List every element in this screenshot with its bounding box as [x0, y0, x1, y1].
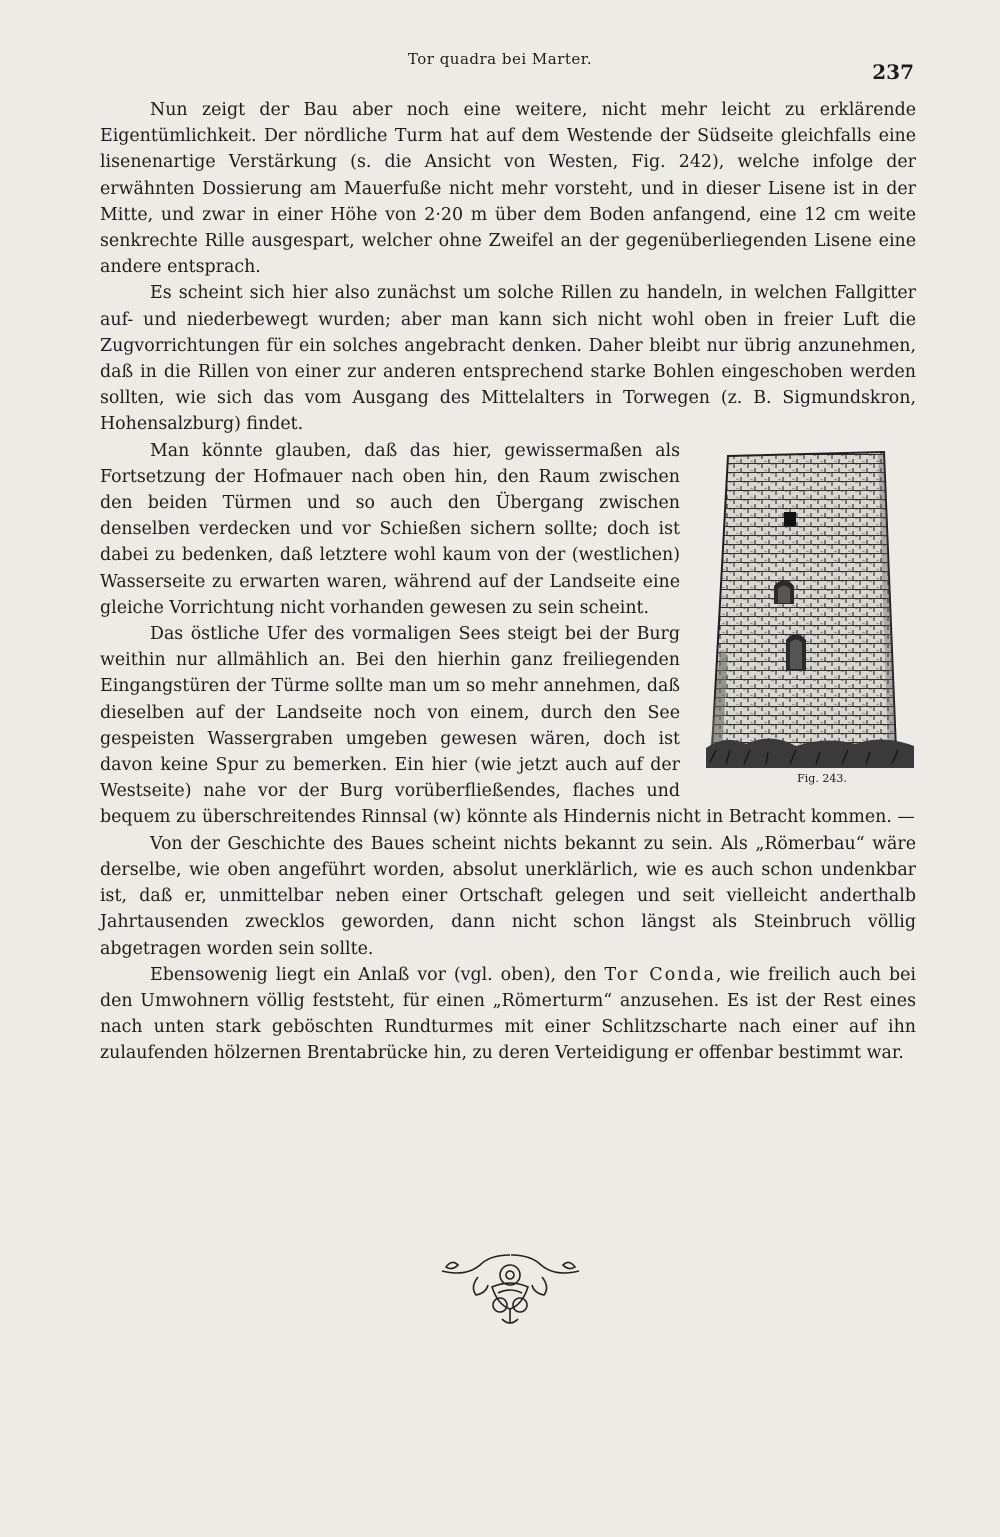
paragraph-6-end: , wie freilich auch bei den Umwohnern völlig feststeht, für einen „Römerturm“ anzusehen. Es ist der Rest eines nach unten stark geböschten Rundturmes mit einer Schlitzscharte nach einer auf ihn zulaufenden hölzernen Brentabrücke hin, zu deren Verteidigung er offenbar bestimmt war.: [100, 964, 916, 1064]
running-title: Tor quadra bei Marter.: [407, 50, 593, 68]
paragraph-5: Von der Geschichte des Baues scheint nichts bekannt zu sein. Als „Römerbau“ wäre derselbe, wie oben angeführt worden, absolut unerklärlich, wie es auch schon undenkbar ist, daß er, unmittelbar neben einer Ortschaft gelegen und seit vielleicht anderthalb Jahrtausenden zwecklos geworden, dann nicht schon längst als Steinbruch völlig abgetragen worden sein sollte.: [100, 833, 916, 959]
paragraph-1: Nun zeigt der Bau aber noch eine weitere, nicht mehr leicht zu erklärende Eigentümlichkeit. Der nördliche Turm hat auf dem Westende der Südseite gleichfalls eine lisenenartige Verstärkung (s. die Ansicht von Westen, Fig. 242), welche infolge der erwähnten Dossierung am Mauerfuße nicht mehr vorsteht, und in dieser Lisene ist in der Mitte, und zwar in einer Höhe von 2·20 m über dem Boden anfangend, eine 12 cm weite senkrechte Rille ausgespart, welcher ohne Zweifel an der gegenüberliegenden Lisene eine andere entsprach.: [100, 100, 916, 278]
paragraph-4: Das östliche Ufer des vormaligen Sees steigt bei der Burg weithin nur allmählich an. Bei den hierhin ganz freiliegenden Eingangstüren der Türme sollte man um so mehr annehmen, daß dieselben auf der Landseite noch von einem, durch den See gespeisten Wassergraben umgeben gewesen wären, doch ist davon keine Spur zu bemerken. Ein hier (wie jetzt auch auf der Westseite) nahe vor der Burg vorüberfließendes, flaches und bequem zu überschreitendes Rinnsal (w) könnte als Hindernis nicht in Betracht kommen. —: [100, 624, 915, 828]
figure-243: [696, 450, 918, 786]
figure-caption: Fig. 243.: [797, 771, 847, 785]
decorative-vignette: [438, 1247, 583, 1329]
body-text: [100, 97, 916, 1067]
paragraph-6: [100, 962, 916, 1067]
tower-illustration: [706, 450, 914, 768]
paragraph-2: Es scheint sich hier also zunächst um solche Rillen zu handeln, in welchen Fallgitter auf- und niederbewegt wurden; aber man kann sich nicht wohl oben in freier Luft die Zugvorrichtungen für ein solches angebracht denken. Daher bleibt nur übrig anzunehmen, daß in die Rillen von einer zur anderen entsprechend starke Bohlen eingeschoben werden sollten, wie sich das vom Ausgang des Mittelalters in Torwegen (z. B. Sigmundskron, Hohensalzburg) findet.: [100, 283, 916, 435]
tor-conda-name: Tor Conda: [604, 964, 716, 985]
paragraph-6-start: Ebensowenig liegt ein Anlaß vor (vgl. oben), den: [150, 964, 605, 985]
page-number: 237: [872, 60, 914, 84]
paragraph-3: Man könnte glauben, daß das hier, gewissermaßen als Fortsetzung der Hofmauer nach oben hin, den Raum zwischen den beiden Türmen und so auch den Übergang zwischen denselben verdecken und vor Schießen sichern sollte; doch ist dabei zu bedenken, daß letztere wohl kaum von der (westlichen) Wasserseite zu erwarten waren, während auf der Landseite eine gleiche Vorrichtung nicht vorhanden gewesen zu sein scheint.: [100, 440, 680, 618]
